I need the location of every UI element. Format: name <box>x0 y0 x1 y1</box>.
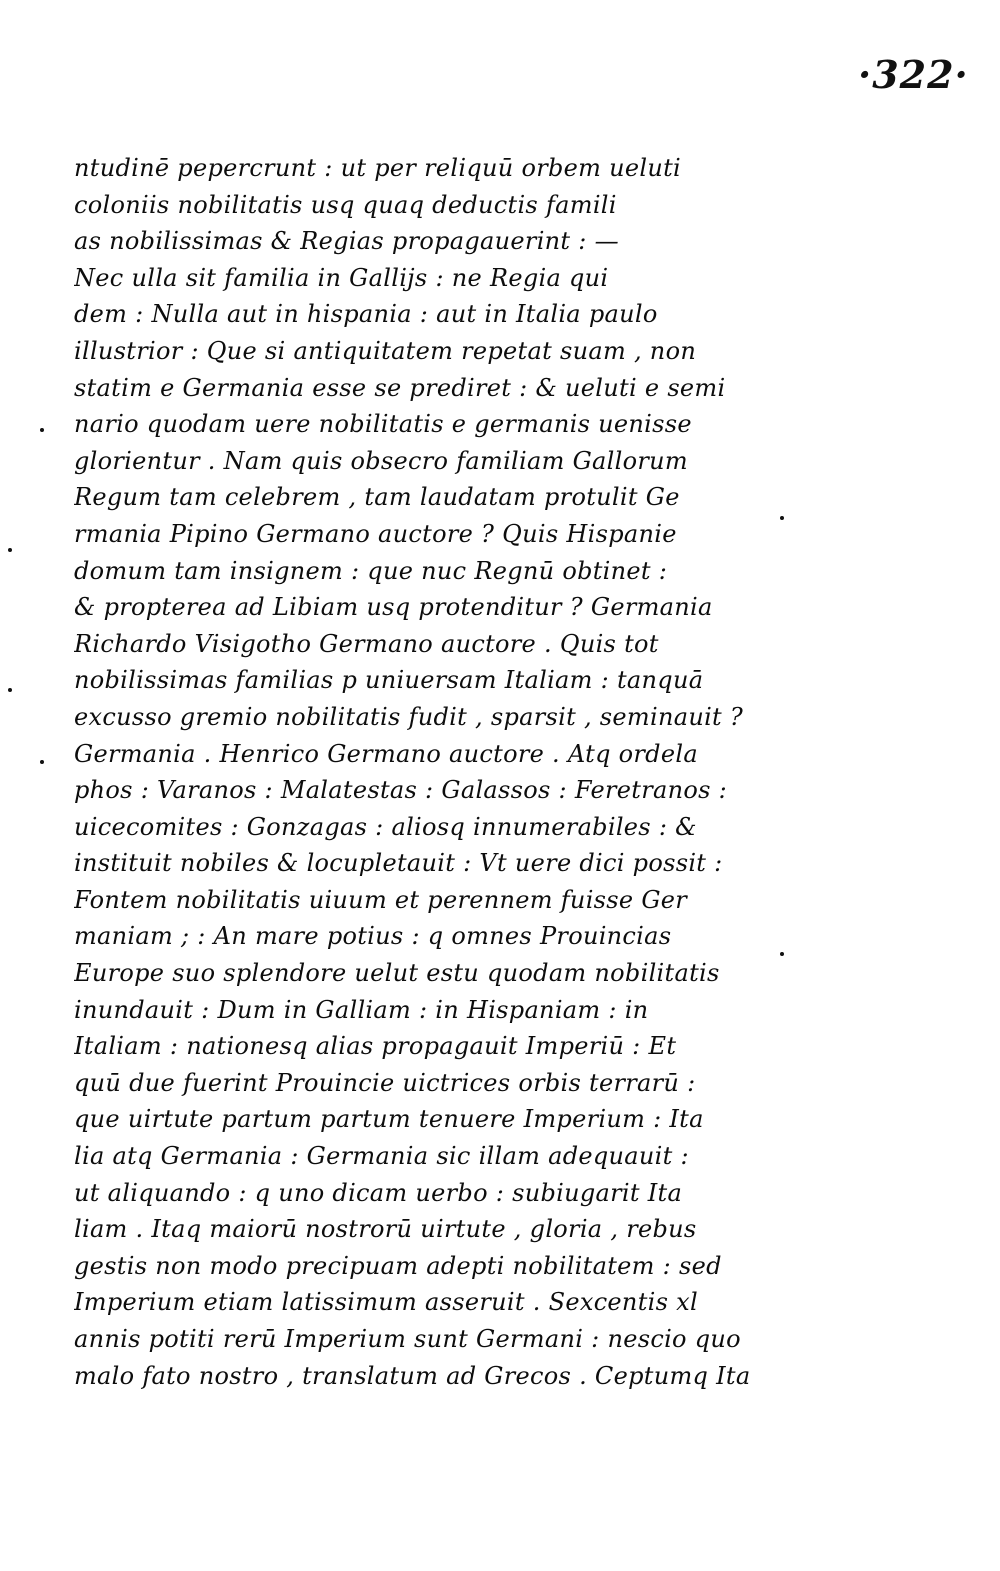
text-line: Regum tam celebrem , tam laudatam protulit Ge <box>74 483 680 512</box>
margin-speck <box>8 688 12 692</box>
text-line: que uirtute partum partum tenuere Imperium : Ita <box>74 1105 704 1134</box>
text-line: instituit nobiles & locupletauit : Vt uere dici possit : <box>74 849 723 878</box>
margin-speck <box>780 516 784 520</box>
text-line: rmania Pipino Germano auctore ? Quis Hispanie <box>74 519 677 548</box>
text-line: quū due fuerint Prouincie uictrices orbis terrarū : <box>74 1068 696 1097</box>
margin-speck <box>8 548 12 552</box>
folio-number: ·322· <box>858 52 969 97</box>
text-line: malo fato nostro , translatum ad Grecos . Ceptumq Ita <box>74 1361 751 1390</box>
text-line: Europe suo splendore uelut estu quodam nobilitatis <box>74 959 720 988</box>
text-line: coloniis nobilitatis usq quaq deductis famili <box>74 190 617 219</box>
margin-speck <box>40 760 44 764</box>
text-line: & propterea ad Libiam usq protenditur ? Germania <box>74 593 713 622</box>
text-line: as nobilissimas & Regias propagauerint : — <box>74 227 619 256</box>
text-line: uicecomites : Gonzagas : aliosq innumerabiles : & <box>74 812 697 841</box>
text-line: illustrior : Que si antiquitatem repetat suam , non <box>74 336 697 365</box>
text-line: statim e Germania esse se prediret : & ueluti e semi <box>74 373 726 402</box>
text-line: Italiam : nationesq alias propagauit Imperiū : Et <box>74 1032 677 1061</box>
manuscript-text-block <box>74 150 794 1394</box>
text-line: nobilissimas familias p uniuersam Italiam : tanquā <box>74 666 704 695</box>
text-line: glorientur . Nam quis obsecro familiam Gallorum <box>74 446 688 475</box>
text-line: domum tam insignem : que nuc Regnū obtinet : <box>74 556 668 585</box>
margin-speck <box>40 428 44 432</box>
text-line: annis potiti rerū Imperium sunt Germani : nescio quo <box>74 1325 741 1353</box>
text-line: gestis non modo precipuam adepti nobilitatem : sed <box>74 1251 722 1280</box>
text-line: phos : Varanos : Malatestas : Galassos : Feretranos : <box>74 776 728 805</box>
text-line: Richardo Visigotho Germano auctore . Quis tot <box>74 629 659 658</box>
text-line: excusso gremio nobilitatis fudit , sparsit , seminauit ? <box>74 702 744 731</box>
text-line: lia atq Germania : Germania sic illam adequauit : <box>74 1142 689 1171</box>
text-line: dem : Nulla aut in hispania : aut in Italia paulo <box>74 300 658 329</box>
text-line: Fontem nobilitatis uiuum et perennem fuisse Ger <box>74 885 688 914</box>
text-line: Nec ulla sit familia in Gallijs : ne Regia qui <box>74 263 609 292</box>
text-line: liam . Itaq maiorū nostrorū uirtute , gloria , rebus <box>74 1215 697 1244</box>
margin-speck <box>780 952 784 956</box>
text-line: Germania . Henrico Germano auctore . Atq ordela <box>74 739 698 768</box>
text-line: inundauit : Dum in Galliam : in Hispaniam : in <box>74 995 649 1024</box>
text-line: ntudinē pepercrunt : ut per reliquū orbem ueluti <box>74 154 682 182</box>
text-line: Imperium etiam latissimum asseruit . Sexcentis xl <box>74 1288 698 1317</box>
text-line: maniam ; : An mare potius : q omnes Prouincias <box>74 922 672 951</box>
text-line: nario quodam uere nobilitatis e germanis uenisse <box>74 410 692 439</box>
text-line: ut aliquando : q uno dicam uerbo : subiugarit Ita <box>74 1178 683 1207</box>
